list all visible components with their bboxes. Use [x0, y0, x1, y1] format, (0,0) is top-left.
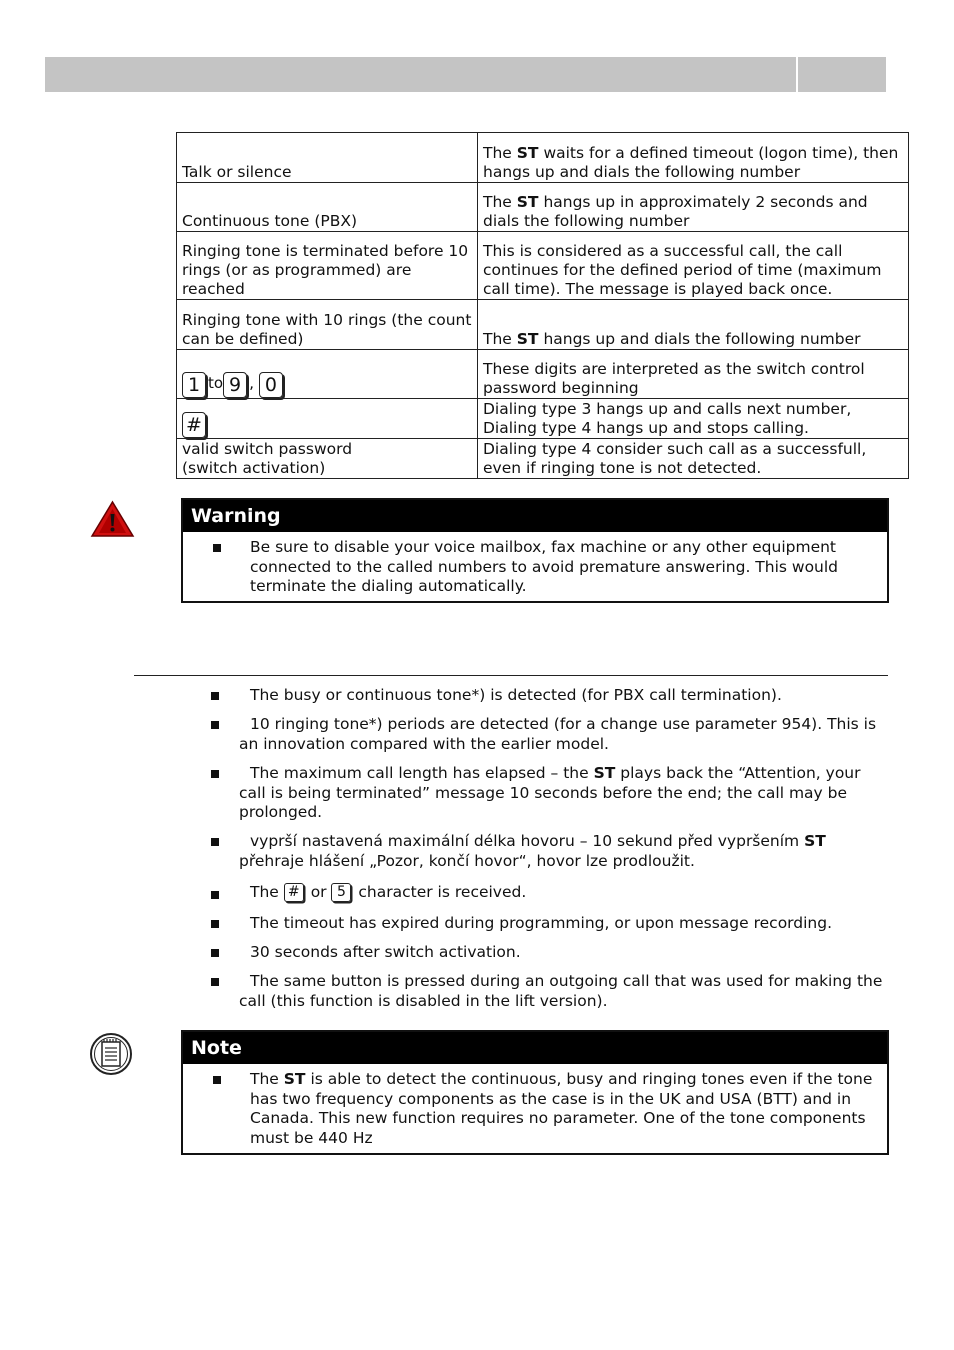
- warning-box: [181, 498, 889, 603]
- list-item: The # or 5 character is received.: [239, 883, 889, 903]
- header-bar: [45, 57, 796, 92]
- note-text: The ST is able to detect the continuous, busy and ringing tones even if the tone has two frequency components as the case is in the UK and USA (BTT) and in Canada. This new function requires no parameter. One of the tone components must be 440 Hz: [250, 1070, 873, 1147]
- table-row: [177, 350, 909, 399]
- bullet-icon: [211, 770, 219, 778]
- key-1-icon: 1: [182, 372, 206, 398]
- table-cell: The ST hangs up and dials the following number: [478, 300, 909, 350]
- bullet-icon: [211, 891, 219, 899]
- table-cell: The ST waits for a defined timeout (logon time), then hangs up and dials the following number: [478, 133, 909, 183]
- table-row: [177, 399, 909, 439]
- table-cell: 1 to 9 , 0: [177, 350, 478, 399]
- table-cell: Ringing tone with 10 rings (the count can be defined): [177, 300, 478, 350]
- key-9-icon: 9: [223, 372, 247, 398]
- list-item: The same button is pressed during an outgoing call that was used for making the call (this function is disabled in the lift version).: [239, 972, 889, 1011]
- note-title: Note: [183, 1032, 887, 1064]
- bullet-icon: [211, 838, 219, 846]
- table-cell: Talk or silence: [177, 133, 478, 183]
- table-cell: valid switch password (switch activation): [177, 439, 478, 479]
- list-item: 10 ringing tone*) periods are detected (for a change use parameter 954). This is an innovation compared with the earlier model.: [239, 715, 889, 754]
- table-cell: Continuous tone (PBX): [177, 183, 478, 232]
- key-hash-icon: #: [284, 883, 304, 902]
- bullet-icon: [213, 544, 221, 552]
- table-row: [177, 133, 909, 183]
- table-cell: This is considered as a successful call, the call continues for the defined period of time (maximum call time). The message is played back once.: [478, 232, 909, 300]
- key-5-icon: 5: [331, 883, 351, 902]
- list-item: 30 seconds after switch activation.: [239, 943, 889, 963]
- bullet-icon: [213, 1076, 221, 1084]
- table-cell: Ringing tone is terminated before 10 rings (or as programmed) are reached: [177, 232, 478, 300]
- list-item: The busy or continuous tone*) is detected (for PBX call termination).: [239, 686, 889, 706]
- table-row: [177, 232, 909, 300]
- table-row: [177, 183, 909, 232]
- bullet-icon: [211, 920, 219, 928]
- table-cell: [177, 399, 478, 439]
- bullet-icon: [211, 949, 219, 957]
- header-page-box: [798, 57, 886, 92]
- table-row: [177, 439, 909, 479]
- notepad-icon: [89, 1032, 133, 1076]
- table-cell: Dialing type 4 consider such call as a successfull, even if ringing tone is not detected.: [478, 439, 909, 479]
- warning-text: Be sure to disable your voice mailbox, fax machine or any other equipment connected to the called numbers to avoid premature answering. This would terminate the dialing automatically.: [250, 538, 839, 595]
- bullet-icon: [211, 692, 219, 700]
- note-box: [181, 1030, 889, 1155]
- table-cell: Dialing type 3 hangs up and calls next number, Dialing type 4 hangs up and stops calling.: [478, 399, 909, 439]
- table-row: [177, 300, 909, 350]
- bullet-icon: [211, 978, 219, 986]
- list-item: The timeout has expired during programming, or upon message recording.: [239, 914, 889, 934]
- warning-triangle-icon: [90, 500, 135, 538]
- table-cell: The ST hangs up in approximately 2 seconds and dials the following number: [478, 183, 909, 232]
- warning-title: Warning: [183, 500, 887, 532]
- list-item: vyprší nastavená maximální délka hovoru – 10 sekund před vypršením ST přehraje hlášení „Pozor, končí hovor“, hovor lze prodloužit.: [239, 832, 889, 871]
- bullet-icon: [211, 721, 219, 729]
- response-table: [176, 132, 909, 479]
- table-cell: These digits are interpreted as the switch control password beginning: [478, 350, 909, 399]
- key-0-icon: 0: [259, 372, 283, 398]
- section-divider: [134, 675, 888, 676]
- key-hash-icon: #: [182, 412, 206, 438]
- list-item: The maximum call length has elapsed – the ST plays back the “Attention, your call is being terminated” message 10 seconds before the end; the call may be prolonged.: [239, 764, 889, 823]
